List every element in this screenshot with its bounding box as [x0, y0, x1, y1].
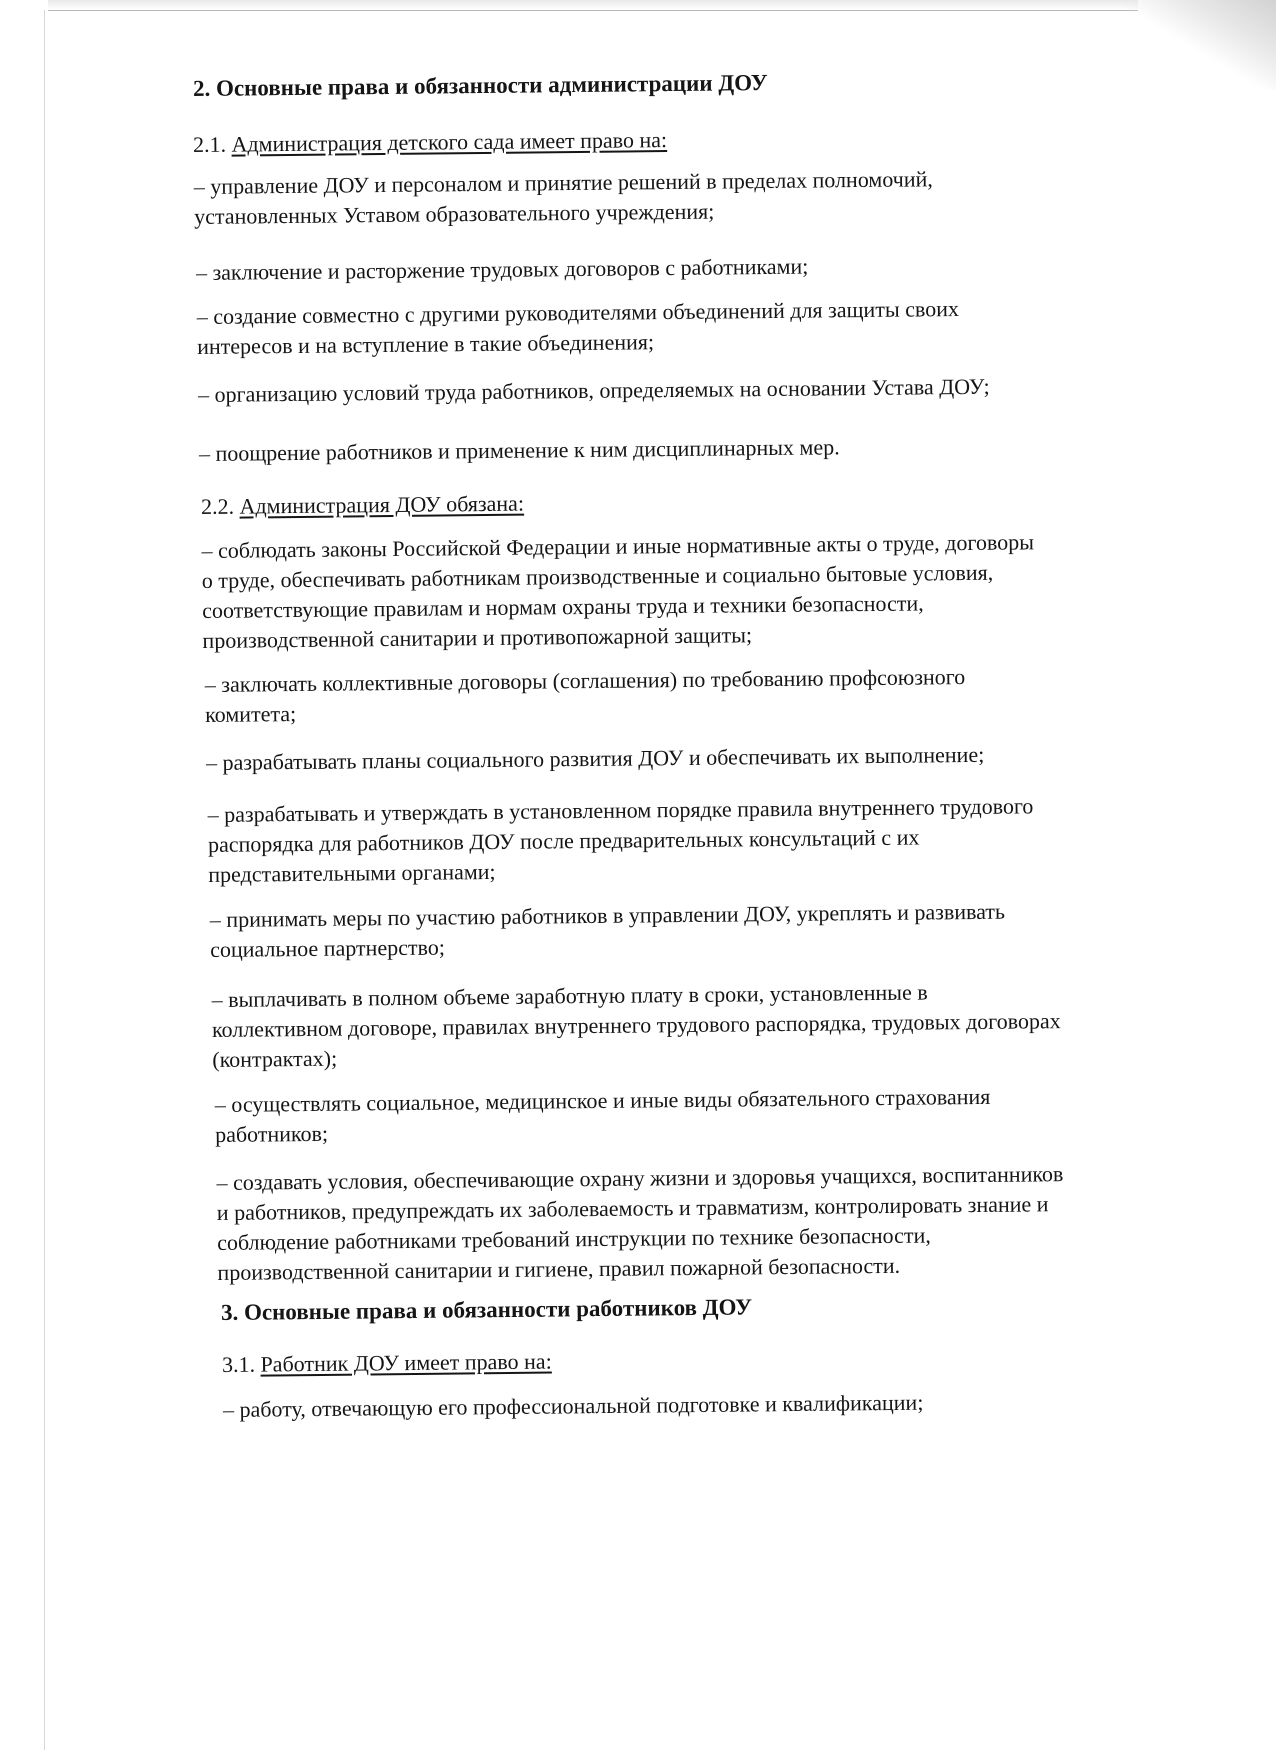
item-line: комитета;	[205, 701, 297, 727]
item-line: интересов и на вступление в такие объединения;	[197, 329, 655, 359]
item-line: соблюдение работниками требований инструкции по технике безопасности,	[217, 1222, 931, 1255]
list-item	[197, 294, 960, 362]
list-item	[194, 164, 934, 232]
item-line: распорядка для работников ДОУ после предварительных консультаций с их	[207, 824, 920, 857]
subsection-3-1	[222, 1347, 552, 1380]
item-line: – организацию условий труда работников, определяемых на основании Устава ДОУ;	[197, 373, 990, 407]
item-line: – создавать условия, обеспечивающие охрану жизни и здоровья учащихся, воспитанников	[216, 1161, 1064, 1196]
list-item	[206, 740, 985, 778]
item-line: – создание совместно с другими руководителями объединений для защиты своих	[196, 296, 960, 330]
subsection-3-1-heading: Работник ДОУ имеет право на:	[260, 1348, 552, 1377]
item-line: – разрабатывать планы социального развития ДОУ и обеспечивать их выполнение;	[205, 741, 985, 775]
item-line: – осуществлять социальное, медицинское и иные виды обязательного страхования	[214, 1083, 991, 1118]
item-line: соответствующие правилам и нормам охраны труда и техники безопасности,	[202, 590, 924, 623]
list-item	[215, 1082, 991, 1150]
list-item	[205, 662, 966, 730]
section-2-title: 2. Основные права и обязанности администрации ДОУ	[192, 69, 768, 101]
item-line: (контрактах);	[212, 1045, 338, 1072]
item-line: – принимать меры по участию работников в управлении ДОУ, укреплять и развивать	[209, 898, 1006, 933]
list-item	[212, 976, 1062, 1075]
item-line: – заключать коллективные договоры (соглашения) по требованию профсоюзного	[204, 664, 966, 698]
subsection-2-1-heading: Администрация детского сада имеет право на:	[231, 127, 668, 157]
list-item	[196, 252, 809, 288]
item-line: – выплачивать в полном объеме заработную плату в сроки, установленные в	[211, 979, 928, 1013]
item-line: – разрабатывать и утверждать в установленном порядке правила внутреннего трудового	[207, 793, 1034, 828]
list-item	[201, 527, 1035, 656]
subsection-2-1-number: 2.1.	[192, 131, 227, 157]
subsection-2-2-number: 2.2.	[200, 493, 235, 519]
list-item	[208, 791, 1035, 890]
item-line: – работу, отвечающую его профессиональной подготовке и квалификации;	[222, 1389, 924, 1422]
item-line: – поощрение работников и применение к ним дисциплинарных мер.	[198, 434, 840, 466]
list-item	[223, 1388, 924, 1425]
item-line: производственной санитарии и противопожарной защиты;	[202, 622, 753, 653]
subsection-2-2	[201, 489, 524, 522]
item-line: и работников, предупреждать их заболеваемость и травматизм, контролировать знание и	[216, 1191, 1049, 1226]
section-3-title: 3. Основные права и обязанности работников ДОУ	[220, 1294, 753, 1325]
list-item	[199, 432, 840, 469]
item-line: – заключение и расторжение трудовых договоров с работниками;	[195, 253, 809, 285]
list-item	[210, 897, 1006, 965]
item-line: установленных Уставом образовательного учреждения;	[194, 198, 715, 229]
list-item	[198, 372, 990, 410]
subsection-3-1-number: 3.1.	[221, 1351, 256, 1377]
item-line: о труде, обеспечивать работникам производственные и социально бытовые условия,	[201, 559, 994, 594]
item-line: – соблюдать законы Российской Федерации и иные нормативные акты о труде, договоры	[201, 529, 1035, 564]
subsection-2-2-heading: Администрация ДОУ обязана:	[239, 490, 525, 519]
item-line: работников;	[215, 1120, 329, 1147]
item-line: – управление ДОУ и персоналом и принятие решений в пределах полномочий,	[193, 166, 933, 200]
item-line: социальное партнерство;	[210, 934, 445, 962]
list-item	[216, 1159, 1064, 1288]
item-line: производственной санитарии и гигиене, правил пожарной безопасности.	[217, 1252, 901, 1285]
item-line: коллективном договоре, правилах внутреннего трудового распорядка, трудовых договорах	[211, 1008, 1061, 1042]
item-line: представительными органами;	[208, 858, 496, 887]
subsection-2-1	[193, 125, 667, 160]
